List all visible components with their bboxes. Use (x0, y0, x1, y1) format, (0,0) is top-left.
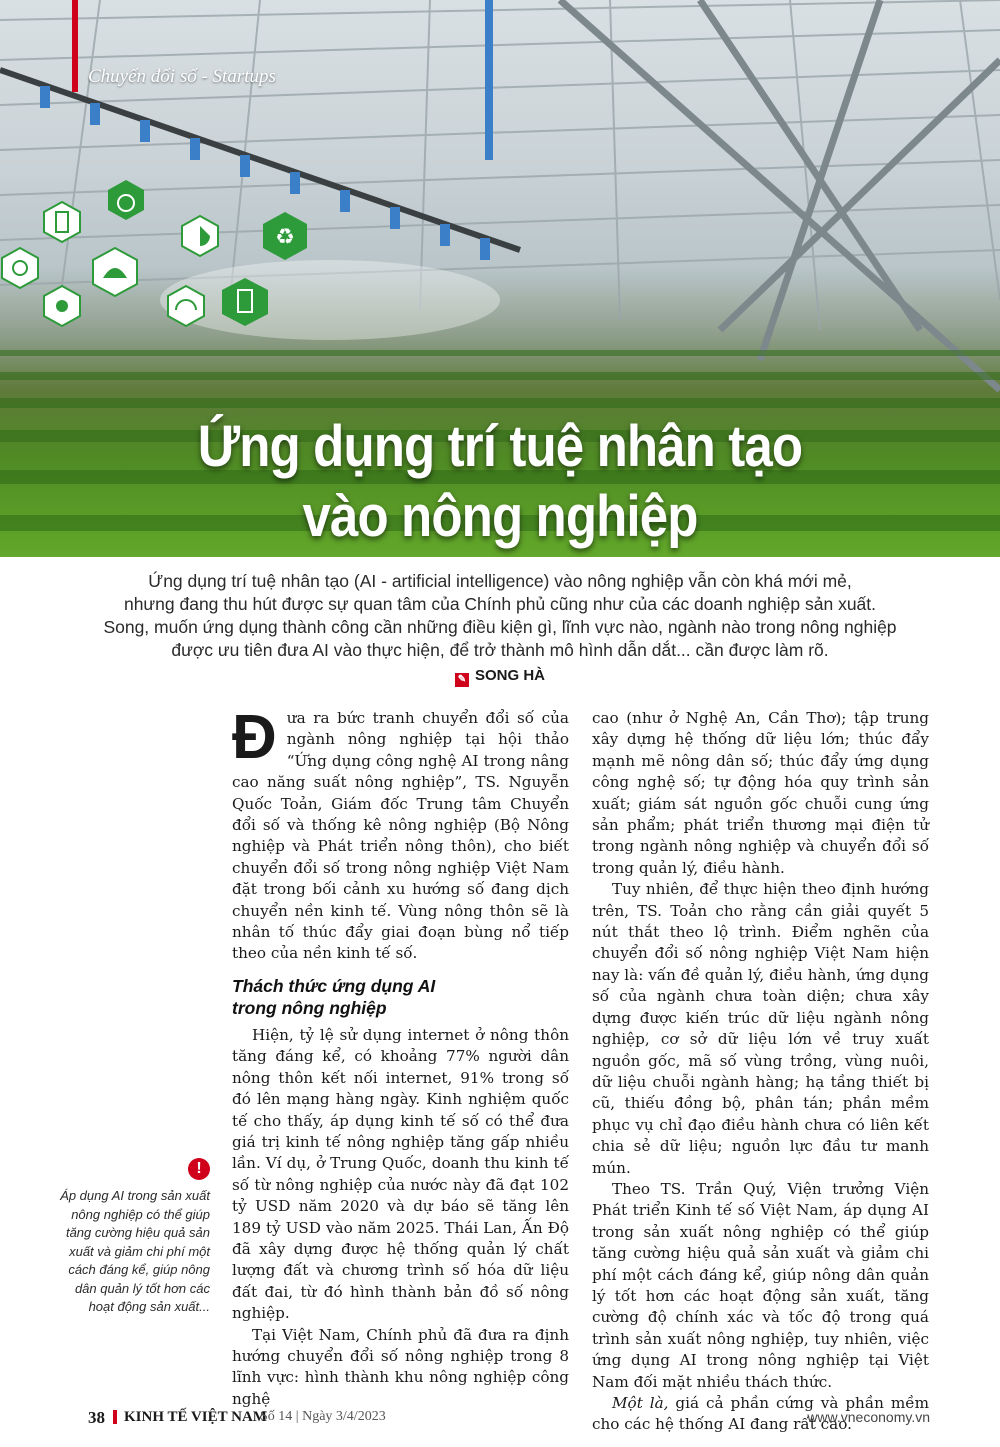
article-paragraph: Tuy nhiên, để thực hiện theo định hướng trên, TS. Toản cho rằng cần giải quyết 5 nút thắt theo lộ trình. Điểm nghẽn của chuyển đổi số nông nghiệp Việt Nam hiện nay là: vấn đề quản lý, điều hành, ứng dụng số của ngành chưa toàn diện; chưa xây dựng được kiến trúc dữ liệu ngành nông nghiệp, cơ sở dữ liệu lớn về truy xuất nguồn gốc, mã số vùng trồng, vùng nuôi, dữ liệu chuỗi ngành hàng; hạ tầng thiết bị cũ, thiếu đồng bộ, phân tán; phần mềm phục vụ chỉ đạo điều hành chưa có liên kết chia sẻ dữ liệu; nguồn lực đầu tư manh mún. (592, 880, 929, 1177)
author-name: SONG HÀ (474, 667, 545, 684)
article-paragraph: Tại Việt Nam, Chính phủ đã đưa ra định hướng chuyển đổi số nông nghiệp trong 8 lĩnh vực: hình thành khu nông nghiệp công nghệ (232, 1325, 569, 1408)
article-column-2 (592, 708, 929, 1436)
issue-info: Số 14 | Ngày 3/4/2023 (260, 1409, 386, 1424)
page-number: 38 (88, 1408, 105, 1427)
headline-line-1: Ứng dụng trí tuệ nhân tạo (197, 414, 803, 479)
hero-photo-greenhouse (0, 0, 1000, 557)
article-headline (60, 412, 940, 552)
article-paragraph: Đưa ra bức tranh chuyển đổi số của ngành nông nghiệp tại hội thảo “Ứng dụng công nghệ AI trong nâng cao năng suất nông nghiệp”, TS. Nguyễn Quốc Toản, Giám đốc Trung tâm Chuyển đổi số và thống kê nông nghiệp (Bộ Nông nghiệp và Phát triển nông thôn), cho biết chuyển đổi số trong nông nghiệp Việt Nam đặt trong bối cảnh xu hướng số đang dịch chuyển nền kinh tế. Vùng nông thôn sẽ là nhân tố thúc đẩy giai đoạn bùng nổ tiếp theo của nền kinh tế số. (232, 703, 569, 963)
article-paragraph: Theo TS. Trần Quý, Viện trưởng Viện Phát triển Kinh tế số Việt Nam, áp dụng AI trong sản xuất nông nghiệp có thể giúp tăng cường hiệu quả sản xuất và giảm chi phí một cách đáng kể, giúp nông dân quản lý tốt hơn các hoạt động sản xuất, tăng cường độ chính xác và tốc độ trong quá trình sản xuất nông nghiệp, tuy nhiên, việc ứng dụng AI trong nông nghiệp tại Việt Nam đối mặt nhiều thách thức. (592, 1179, 929, 1391)
pull-quote: Áp dụng AI trong sản xuất nông nghiệp có thể giúp tăng cường hiệu quả sản xuất và giảm chi phí một cách đáng kể, giúp nông dân quản lý tốt hơn các hoạt động sản xuất... (60, 1188, 210, 1314)
page-footer (0, 1398, 1000, 1428)
section-subheading: Thách thức ứng dụng AI trong nông nghiệp (232, 975, 436, 1018)
lead-line: nhưng đang thu hút được sự quan tâm của Chính phủ cũng như của các doanh nghiệp sản xuất. (123, 594, 877, 614)
byline (0, 667, 1000, 687)
footer-marker (113, 1410, 117, 1424)
article-column-1 (232, 703, 569, 1410)
svg-text:♻: ♻ (275, 225, 295, 250)
article-paragraph: cao (như ở Nghệ An, Cần Thơ); tập trung xây dựng hệ thống dữ liệu lớn; thúc đẩy mạnh mẽ nông dân số; thúc đẩy ứng dụng công nghệ số; tự động hóa quy trình sản xuất; giám sát nguồn gốc chuỗi cung ứng sản phẩm; phát triển thương mại điện tử trong ngành nông nghiệp và chuyển đổi số trong quản lý, điều hành. (592, 709, 929, 877)
article-lead (0, 570, 1000, 662)
website-url: www.vneconomy.vn (807, 1409, 930, 1425)
article-paragraph: Hiện, tỷ lệ sử dụng internet ở nông thôn tăng đáng kể, có khoảng 77% người dân nông thôn kết nối internet, 91% trong số đó lên mạng hàng ngày. Kinh nghiệm quốc tế cho thấy, áp dụng kinh tế số có thể đưa giá trị kinh tế nông nghiệp tăng gấp nhiều lần. Ví dụ, ở Trung Quốc, doanh thu kinh tế số từ nông nghiệp của nước này đã đạt 102 tỷ USD năm 2020 và dự báo sẽ tăng lên 189 tỷ USD vào năm 2025. Thái Lan, Ấn Độ đã xây dựng được hệ thống quản lý chất lượng đất và chương trình số hóa dữ liệu đất đai, từ đó hình thành bản đồ số nông nghiệp. (232, 1025, 569, 1323)
pen-icon: ✎ (455, 673, 469, 687)
exclamation-icon: ! (188, 1158, 210, 1180)
magazine-name: KINH TẾ VIỆT NAM (124, 1409, 267, 1425)
lead-line: Ứng dụng trí tuệ nhân tạo (AI - artificial intelligence) vào nông nghiệp vẫn còn khá mới mẻ, (148, 571, 852, 591)
article-paragraph: Một là, giá cả phần cứng và phần mềm cho các hệ thống AI đang rất cao. (592, 1394, 929, 1434)
lead-line: Song, muốn ứng dụng thành công cần những điều kiện gì, lĩnh vực nào, ngành nào trong nông nghiệp (103, 617, 897, 637)
lead-line: được ưu tiên đưa AI vào thực hiện, để trở thành mô hình dẫn dắt... cần được làm rõ. (171, 640, 829, 660)
section-marker (72, 0, 78, 92)
dropcap: Đ (232, 703, 277, 772)
headline-line-2: vào nông nghiệp (302, 484, 698, 549)
section-label: Chuyển đổi số - Startups (88, 66, 276, 87)
hexagon-icon-cluster (2, 180, 307, 326)
